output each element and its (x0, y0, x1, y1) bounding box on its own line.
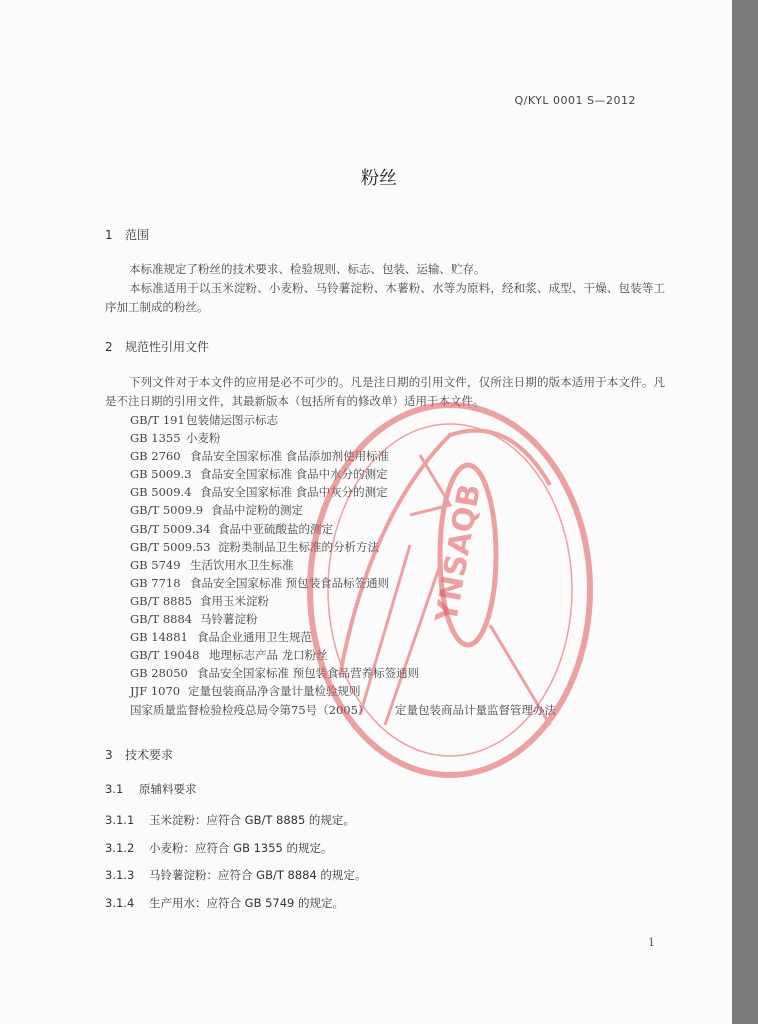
requirement-item: 3.1.1 玉米淀粉：应符合 GB/T 8885 的规定。 (105, 813, 355, 827)
section-2-intro (105, 373, 665, 411)
reference-item: GB 1355 小麦粉 (130, 431, 221, 446)
page-number: 1 (648, 936, 655, 949)
section-number: 2 (105, 340, 113, 354)
reference-item: JJF 1070 定量包装商品净含量计量检验规则 (130, 684, 361, 699)
section-1-heading (105, 226, 149, 243)
reference-item: GB 5009.4 食品安全国家标准 食品中灰分的测定 (130, 485, 388, 500)
section-title: 技术要求 (125, 748, 174, 762)
section-number: 3 (105, 748, 113, 762)
seal-text: YNSAQB (429, 481, 489, 626)
reference-item: GB/T 8884 马铃薯淀粉 (130, 612, 258, 627)
reference-item: GB 7718 食品安全国家标准 预包装食品标签通则 (130, 575, 390, 590)
requirement-item: 3.1.2 小麦粉：应符合 GB 1355 的规定。 (105, 841, 333, 855)
reference-item: GB 5009.3 食品安全国家标准 食品中水分的测定 (130, 467, 388, 482)
section-title: 规范性引用文件 (125, 340, 210, 354)
paragraph: 下列文件对于本文件的应用是必不可少的。凡是注日期的引用文件，仅所注日期的版本适用于本文件。凡是不注日期的引用文件，其最新版本（包括所有的修改单）适用于本文件。 (105, 375, 665, 408)
reference-item: GB/T 191包装储运图示标志 (130, 413, 278, 427)
section-2-heading (105, 338, 209, 355)
reference-item: GB 2760 食品安全国家标准 食品添加剂使用标准 (130, 449, 390, 464)
reference-item: GB/T 5009.34 食品中亚硫酸盐的测定 (130, 521, 333, 536)
subsection-heading: 3.1 原辅料要求 (105, 782, 197, 796)
reference-item: GB 5749 生活饮用水卫生标准 (130, 557, 294, 572)
section-3-heading (105, 746, 173, 763)
section-title: 范围 (125, 228, 150, 242)
reference-item: GB/T 8885 食用玉米淀粉 (130, 593, 269, 608)
requirement-item: 3.1.3 马铃薯淀粉：应符合 GB/T 8884 的规定。 (105, 868, 367, 882)
paragraph: 本标准适用于以玉米淀粉、小麦粉、马铃薯淀粉、木薯粉、水等为原料，经和浆、成型、干燥、包装等工序加工制成的粉丝。 (105, 281, 665, 314)
section-number: 1 (105, 228, 113, 242)
reference-item: GB 28050 食品安全国家标准 预包装食品营养标签通则 (130, 666, 420, 681)
reference-item: GB/T 19048 地理标志产品 龙口粉丝 (130, 648, 328, 663)
reference-item: GB/T 5009.53 淀粉类制品卫生标准的分析方法 (130, 539, 379, 554)
reference-list (130, 411, 556, 719)
reference-item: 国家质量监督检验检疫总局令第75号（2005） 定量包装商品计量监督管理办法 (130, 702, 556, 717)
document-title: 粉丝 (361, 168, 397, 189)
standard-code: Q/KYL 0001 S—2012 (514, 94, 636, 107)
section-1-body (105, 260, 665, 317)
requirement-item: 3.1.4 生产用水：应符合 GB 5749 的规定。 (105, 896, 345, 910)
reference-item: GB/T 5009.9 食品中淀粉的测定 (130, 503, 303, 518)
reference-item: GB 14881 食品企业通用卫生规范 (130, 630, 312, 645)
paragraph: 本标准规定了粉丝的技术要求、检验规则、标志、包装、运输、贮存。 (129, 262, 486, 276)
